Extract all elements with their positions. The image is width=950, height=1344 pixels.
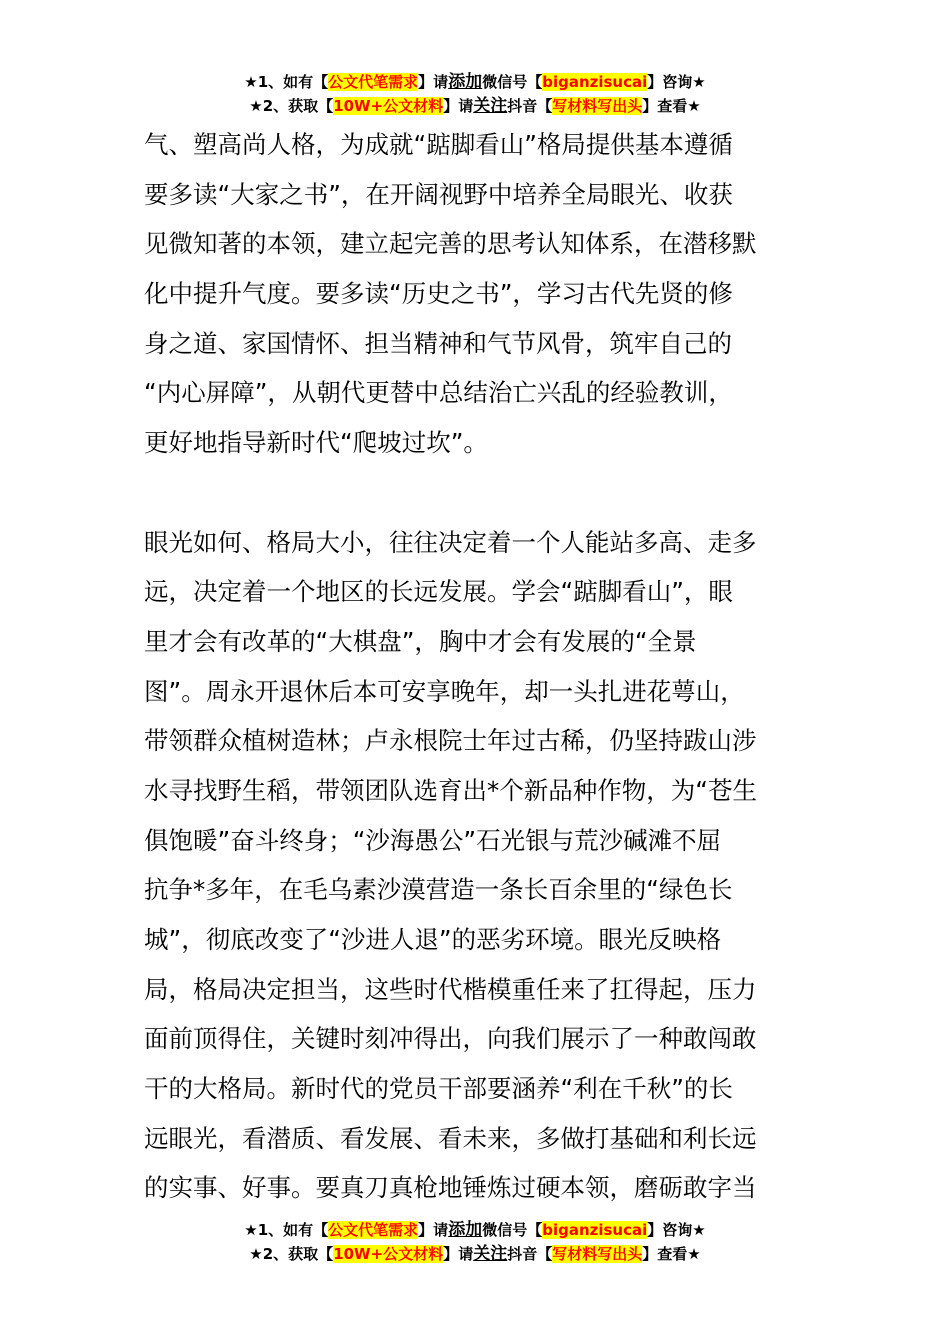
banner-text: 】请: [418, 1221, 449, 1239]
text-line: 带领群众植树造林；卢永根院士年过古稀，仍坚持跋山涉: [144, 726, 757, 756]
banner-line-2: [0, 94, 950, 118]
highlight-text: biganzisucai: [542, 1221, 648, 1239]
banner-text: 抖音【: [507, 97, 553, 115]
highlight-text: 写材料写出头: [552, 1245, 643, 1263]
highlight-text: 10W+公文材料: [333, 1245, 444, 1263]
footer-banner: [0, 1218, 950, 1266]
text-line: 要多读“大家之书”，在开阔视野中培养全局眼光、收获: [144, 179, 733, 209]
banner-text: 2、获取【: [262, 97, 334, 115]
text-line: 里才会有改革的“大棋盘”，胸中才会有发展的“全景: [144, 626, 697, 656]
banner-line-1: [0, 70, 950, 94]
text-line: 城”，彻底改变了“沙进人退”的恶劣环境。眼光反映格: [144, 925, 722, 954]
text-line: “内心屏障”，从朝代更替中总结治亡兴乱的经验教训，: [144, 378, 733, 408]
banner-text: 微信号【: [482, 1221, 543, 1239]
banner-text: 】咨询★: [647, 1221, 706, 1239]
underlined-text: 添加: [448, 1220, 483, 1240]
text-line: 见微知著的本领，建立起完善的思考认知体系，在潜移默: [144, 229, 757, 259]
banner-text: 1、如有【: [257, 73, 329, 91]
underlined-text: 关注: [473, 1244, 508, 1264]
text-line: 的实事、好事。要真刀真枪地锤炼过硬本领，磨砺敢字当: [144, 1173, 757, 1203]
text-line: 气、塑高尚人格，为成就“踮脚看山”格局提供基本遵循: [144, 130, 733, 159]
banner-text: 】请: [443, 1245, 474, 1263]
text-line: 局，格局决定担当，这些时代楷模重任来了扛得起，压力: [144, 974, 757, 1004]
star-icon: ★: [249, 97, 263, 115]
banner-text: 】请: [418, 73, 449, 91]
banner-text: 微信号【: [482, 73, 543, 91]
banner-line-1: [0, 1218, 950, 1242]
underlined-text: 添加: [448, 72, 483, 92]
text-line: 图”。周永开退休后本可安享晚年，却一头扎进花萼山，: [144, 676, 745, 706]
text-line: 俱饱暖”奋斗终身；“沙海愚公”石光银与荒沙碱滩不屈: [144, 825, 722, 855]
text-line: 远，决定着一个地区的长远发展。学会“踮脚看山”，眼: [144, 577, 733, 607]
header-banner: [0, 70, 950, 118]
banner-text: 抖音【: [507, 1245, 553, 1263]
text-line: 眼光如何、格局大小，往往决定着一个人能站多高、走多: [144, 527, 757, 557]
banner-text: 】咨询★: [647, 73, 706, 91]
highlight-text: 公文代笔需求: [328, 1221, 419, 1239]
underlined-text: 关注: [473, 96, 508, 116]
banner-line-2: [0, 1242, 950, 1266]
star-icon: ★: [244, 1221, 258, 1239]
banner-text: 】查看★: [642, 1245, 701, 1263]
star-icon: ★: [249, 1245, 263, 1263]
paragraph-gap: [144, 468, 808, 518]
text-line: 身之道、家国情怀、担当精神和气节风骨，筑牢自己的: [144, 328, 732, 358]
banner-text: 】查看★: [642, 97, 701, 115]
text-line: 水寻找野生稻，带领团队选育出*个新品种作物，为“苍生: [144, 775, 757, 805]
text-line: 化中提升气度。要多读“历史之书”，学习古代先贤的修: [144, 279, 733, 309]
highlight-text: 公文代笔需求: [328, 73, 419, 91]
highlight-text: 10W+公文材料: [333, 97, 444, 115]
text-line: 面前顶得住，关键时刻冲得出，向我们展示了一种敢闯敢: [144, 1024, 757, 1054]
text-line: 抗争*多年，在毛乌素沙漠营造一条长百余里的“绿色长: [144, 875, 733, 905]
text-line: 干的大格局。新时代的党员干部要涵养“利在千秋”的长: [144, 1074, 733, 1104]
text-line: 远眼光，看潜质、看发展、看未来，多做打基础和利长远: [144, 1123, 757, 1153]
text-line: 更好地指导新时代“爬坡过坎”。: [144, 428, 488, 458]
highlight-text: biganzisucai: [542, 73, 648, 91]
banner-text: 】请: [443, 97, 474, 115]
document-body: [144, 120, 808, 1213]
highlight-text: 写材料写出头: [552, 97, 643, 115]
banner-text: 2、获取【: [262, 1245, 334, 1263]
star-icon: ★: [244, 73, 258, 91]
banner-text: 1、如有【: [257, 1221, 329, 1239]
